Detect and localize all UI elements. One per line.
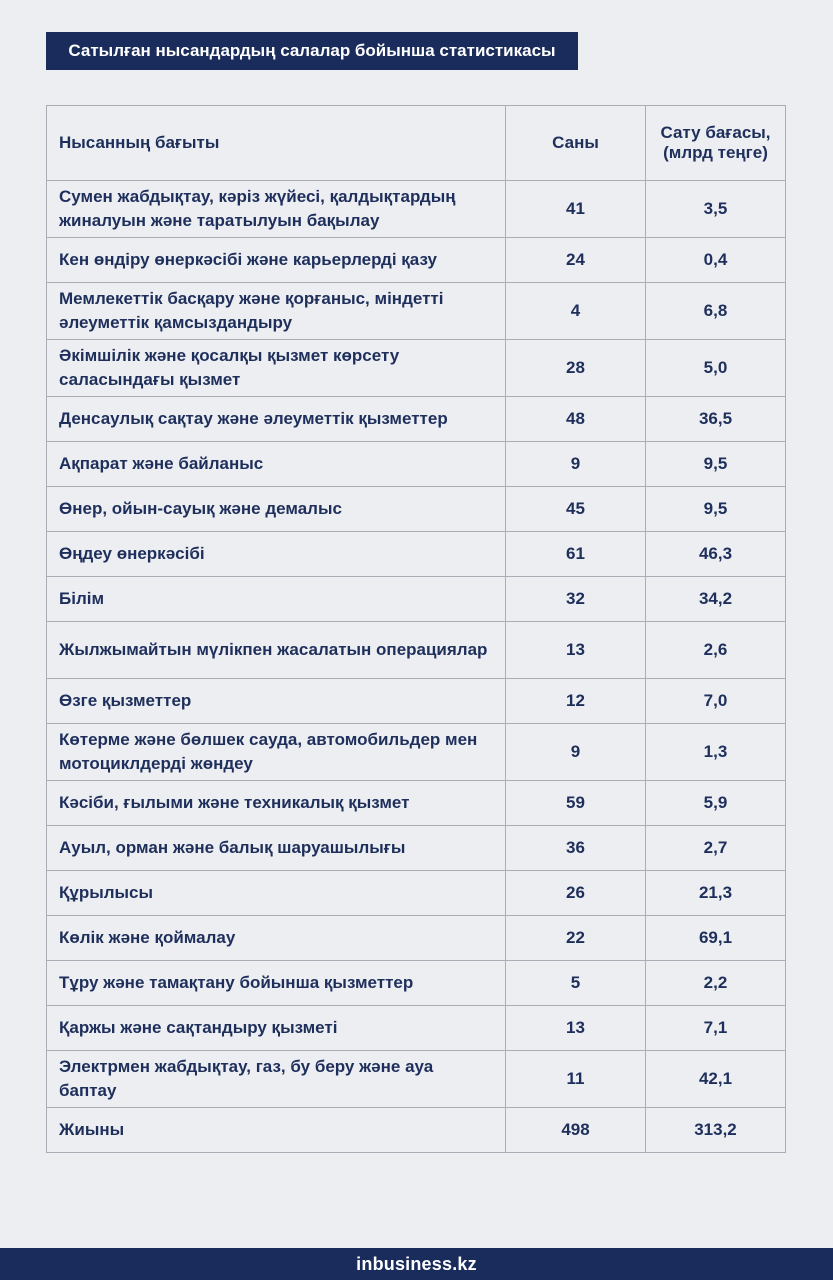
row-price: 36,5 <box>646 397 786 442</box>
total-label: Жиыны <box>47 1108 506 1153</box>
row-price: 34,2 <box>646 577 786 622</box>
row-name: Білім <box>47 577 506 622</box>
row-price: 21,3 <box>646 871 786 916</box>
row-name: Қаржы және сақтандыру қызметі <box>47 1006 506 1051</box>
row-price: 7,0 <box>646 679 786 724</box>
row-count: 22 <box>506 916 646 961</box>
row-price: 5,0 <box>646 340 786 397</box>
footer-bar <box>0 1248 833 1280</box>
table-total-row <box>47 1108 786 1153</box>
table-row <box>47 181 786 238</box>
row-count: 13 <box>506 622 646 679</box>
logo-kz: .kz <box>452 1253 477 1274</box>
row-name: Өңдеу өнеркәсібі <box>47 532 506 577</box>
row-name: Кәсіби, ғылыми және техникалық қызмет <box>47 781 506 826</box>
logo-business: business <box>372 1253 453 1274</box>
row-count: 48 <box>506 397 646 442</box>
row-name: Ауыл, орман және балық шаруашылығы <box>47 826 506 871</box>
row-price: 6,8 <box>646 283 786 340</box>
table-row <box>47 1051 786 1108</box>
row-price: 46,3 <box>646 532 786 577</box>
header-direction: Нысанның бағыты <box>47 106 506 181</box>
row-name: Электрмен жабдықтау, газ, бу беру және ауа баптау <box>47 1051 506 1108</box>
header-count: Саны <box>506 106 646 181</box>
table-row <box>47 622 786 679</box>
row-name: Сумен жабдықтау, кәріз жүйесі, қалдықтардың жиналуын және таратылуын бақылау <box>47 181 506 238</box>
row-name: Құрылысы <box>47 871 506 916</box>
total-price: 313,2 <box>646 1108 786 1153</box>
row-name: Көлік және қоймалау <box>47 916 506 961</box>
row-price: 7,1 <box>646 1006 786 1051</box>
row-count: 4 <box>506 283 646 340</box>
row-count: 24 <box>506 238 646 283</box>
row-count: 5 <box>506 961 646 1006</box>
row-name: Көтерме және бөлшек сауда, автомобильдер мен мотоциклдерді жөндеу <box>47 724 506 781</box>
table-row <box>47 238 786 283</box>
row-count: 9 <box>506 442 646 487</box>
row-count: 59 <box>506 781 646 826</box>
row-price: 69,1 <box>646 916 786 961</box>
row-price: 42,1 <box>646 1051 786 1108</box>
table-row <box>47 679 786 724</box>
table-row <box>47 826 786 871</box>
row-name: Мемлекеттік басқару және қорғаныс, міндетті әлеуметтік қамсыздандыру <box>47 283 506 340</box>
row-count: 12 <box>506 679 646 724</box>
row-price: 0,4 <box>646 238 786 283</box>
statistics-table <box>46 105 786 1153</box>
table-row <box>47 1006 786 1051</box>
row-count: 28 <box>506 340 646 397</box>
table-row <box>47 442 786 487</box>
row-count: 41 <box>506 181 646 238</box>
row-count: 45 <box>506 487 646 532</box>
row-price: 2,6 <box>646 622 786 679</box>
page-title: Сатылған нысандардың салалар бойынша статистикасы <box>46 32 578 70</box>
row-name: Жылжымайтын мүлікпен жасалатын операциялар <box>47 622 506 679</box>
table-row <box>47 283 786 340</box>
table-row <box>47 340 786 397</box>
row-price: 1,3 <box>646 724 786 781</box>
table-row <box>47 397 786 442</box>
total-count: 498 <box>506 1108 646 1153</box>
row-name: Өзге қызметтер <box>47 679 506 724</box>
row-price: 3,5 <box>646 181 786 238</box>
row-count: 36 <box>506 826 646 871</box>
table-row <box>47 916 786 961</box>
table-row <box>47 532 786 577</box>
row-price: 2,2 <box>646 961 786 1006</box>
table-row <box>47 487 786 532</box>
table-row <box>47 724 786 781</box>
table-header-row <box>47 106 786 181</box>
row-count: 26 <box>506 871 646 916</box>
row-name: Өнер, ойын-сауық және демалыс <box>47 487 506 532</box>
table-row <box>47 781 786 826</box>
table-row <box>47 871 786 916</box>
row-count: 9 <box>506 724 646 781</box>
row-price: 2,7 <box>646 826 786 871</box>
row-name: Әкімшілік және қосалқы қызмет көрсету саласындағы қызмет <box>47 340 506 397</box>
header-price: Сату бағасы, (млрд теңге) <box>646 106 786 181</box>
row-count: 11 <box>506 1051 646 1108</box>
row-price: 9,5 <box>646 442 786 487</box>
row-price: 5,9 <box>646 781 786 826</box>
row-count: 32 <box>506 577 646 622</box>
table-row <box>47 961 786 1006</box>
row-name: Денсаулық сақтау және әлеуметтік қызметтер <box>47 397 506 442</box>
logo-in: in <box>356 1253 373 1274</box>
row-count: 13 <box>506 1006 646 1051</box>
inbusiness-logo <box>356 1254 477 1275</box>
row-count: 61 <box>506 532 646 577</box>
row-name: Ақпарат және байланыс <box>47 442 506 487</box>
row-name: Кен өндіру өнеркәсібі және карьерлерді қазу <box>47 238 506 283</box>
table-row <box>47 577 786 622</box>
row-name: Тұру және тамақтану бойынша қызметтер <box>47 961 506 1006</box>
row-price: 9,5 <box>646 487 786 532</box>
